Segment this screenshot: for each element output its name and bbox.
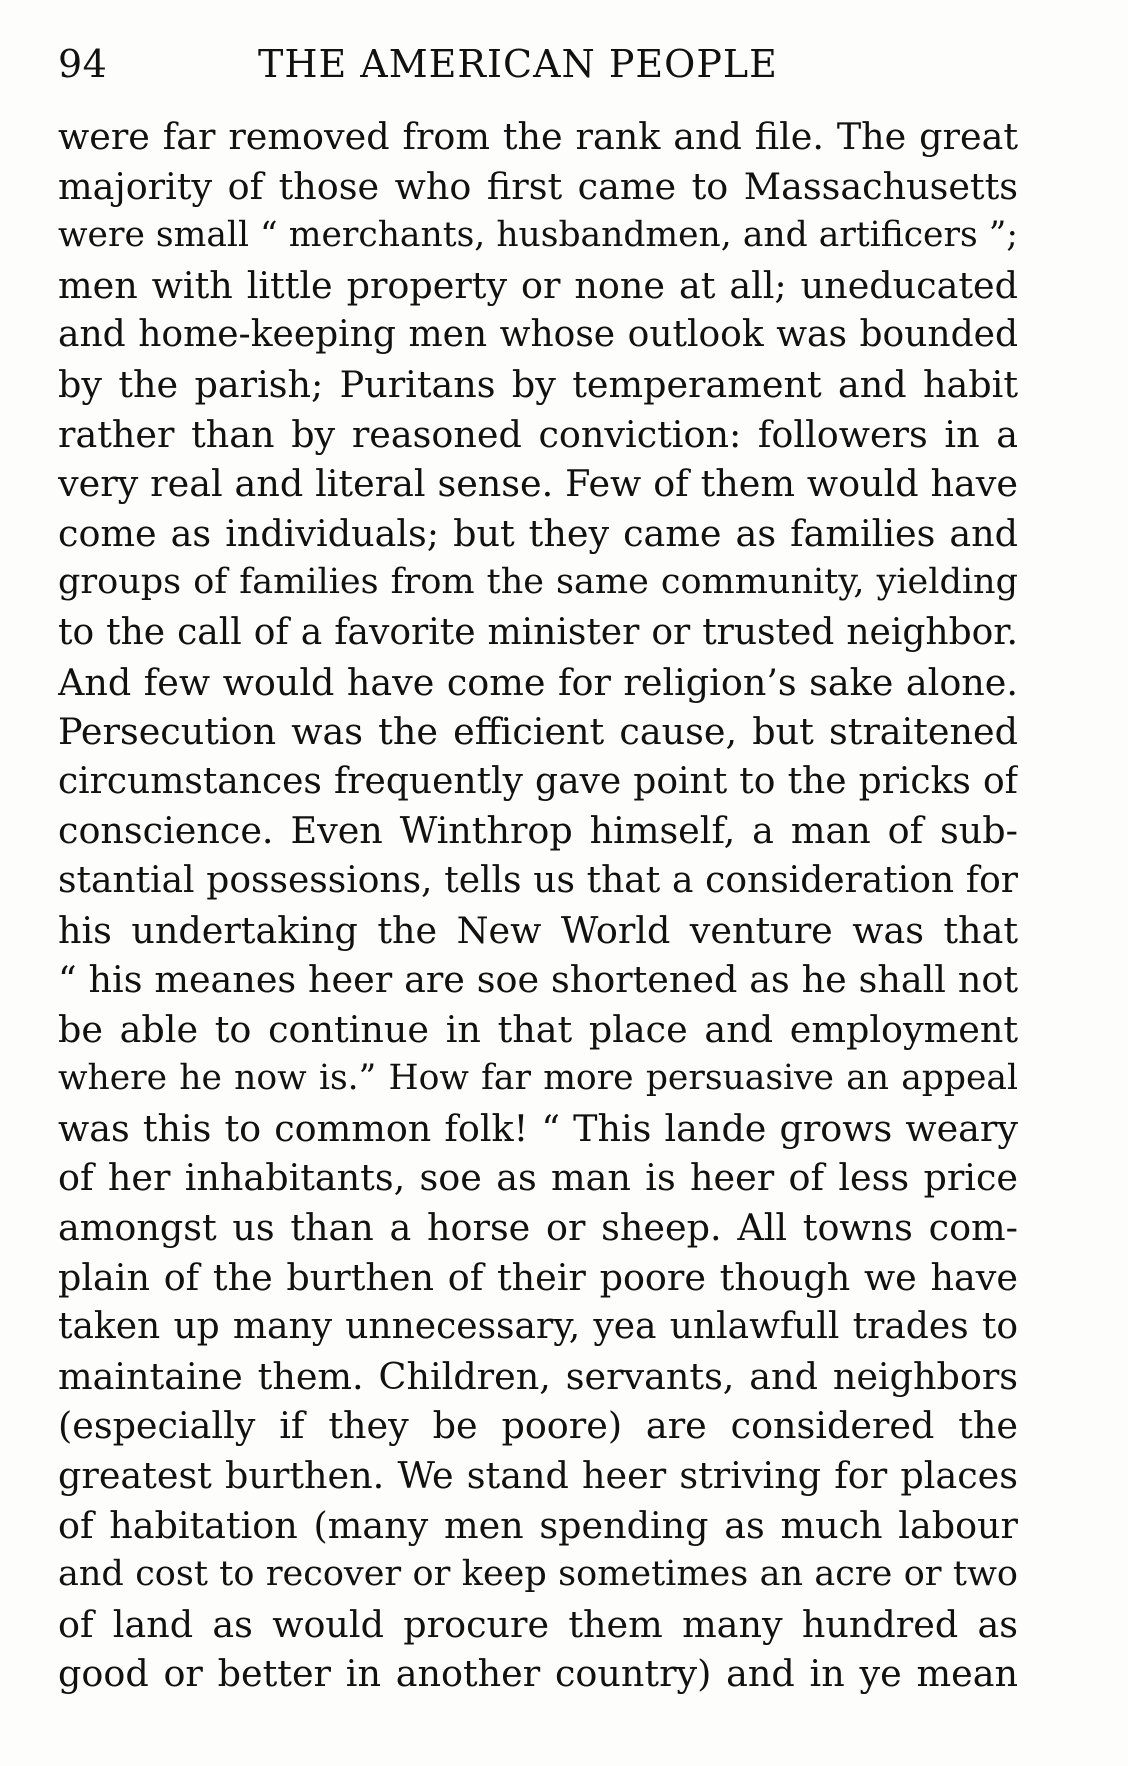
text-line: Persecution was the efficient cause, but straitened <box>58 710 1018 754</box>
text-line: majority of those who first came to Massachusetts <box>58 164 1018 208</box>
text-line: amongst us than a horse or sheep. All towns com- <box>58 1206 1018 1250</box>
text-line: groups of families from the same community, yielding <box>58 562 1018 603</box>
text-line: of land as would procure them many hundred as <box>58 1602 1018 1646</box>
text-line: rather than by reasoned conviction: followers in a <box>58 412 1018 456</box>
text-line: to the call of a favorite minister or trusted neighbor. <box>58 611 1018 653</box>
text-line: stantial possessions, tells us that a consideration for <box>58 859 1018 901</box>
text-line: “ his meanes heer are soe shortened as he shall not <box>58 958 1018 1002</box>
text-line: conscience. Even Winthrop himself, a man of sub- <box>58 809 1018 853</box>
text-line: of her inhabitants, soe as man is heer of less price <box>58 1156 1018 1200</box>
text-line: taken up many unnecessary, yea unlawfull trades to <box>58 1306 1018 1348</box>
text-line: circumstances frequently gave point to the pricks of <box>58 760 1018 802</box>
text-line: very real and literal sense. Few of them would have <box>58 462 1018 506</box>
text-line: men with little property or none at all; uneducated <box>58 263 1018 307</box>
text-line: maintaine them. Children, servants, and neighbors <box>58 1354 1018 1398</box>
text-line: were small “ merchants, husbandmen, and artificers ”; <box>58 215 1018 256</box>
running-head <box>58 42 1018 98</box>
text-line: (especially if they be poore) are considered the <box>58 1404 1018 1448</box>
text-line: his undertaking the New World venture was that <box>58 908 1018 952</box>
text-line: be able to continue in that place and employment <box>58 1007 1018 1051</box>
text-line: plain of the burthen of their poore though we have <box>58 1255 1018 1299</box>
body-text <box>58 112 1018 1699</box>
text-line: where he now is.” How far more persuasive an appeal <box>58 1058 1018 1099</box>
text-line: by the parish; Puritans by temperament and habit <box>58 362 1018 406</box>
text-line: And few would have come for religion’s sake alone. <box>58 660 1018 704</box>
text-line: come as individuals; but they came as families and <box>58 511 1018 555</box>
text-line: was this to common folk! “ This lande grows weary <box>58 1106 1018 1150</box>
text-line: and cost to recover or keep sometimes an acre or two <box>58 1554 1018 1595</box>
text-line: good or better in another country) and in ye mean <box>58 1652 1018 1696</box>
text-line: and home-keeping men whose outlook was bounded <box>58 314 1018 356</box>
text-line: were far removed from the rank and file. The great <box>58 115 1018 158</box>
text-line: of habitation (many men spending as much labour <box>58 1503 1018 1547</box>
page-number: 94 <box>58 42 108 86</box>
running-title: THE AMERICAN PEOPLE <box>258 42 778 86</box>
text-line: greatest burthen. We stand heer striving for places <box>58 1454 1018 1498</box>
